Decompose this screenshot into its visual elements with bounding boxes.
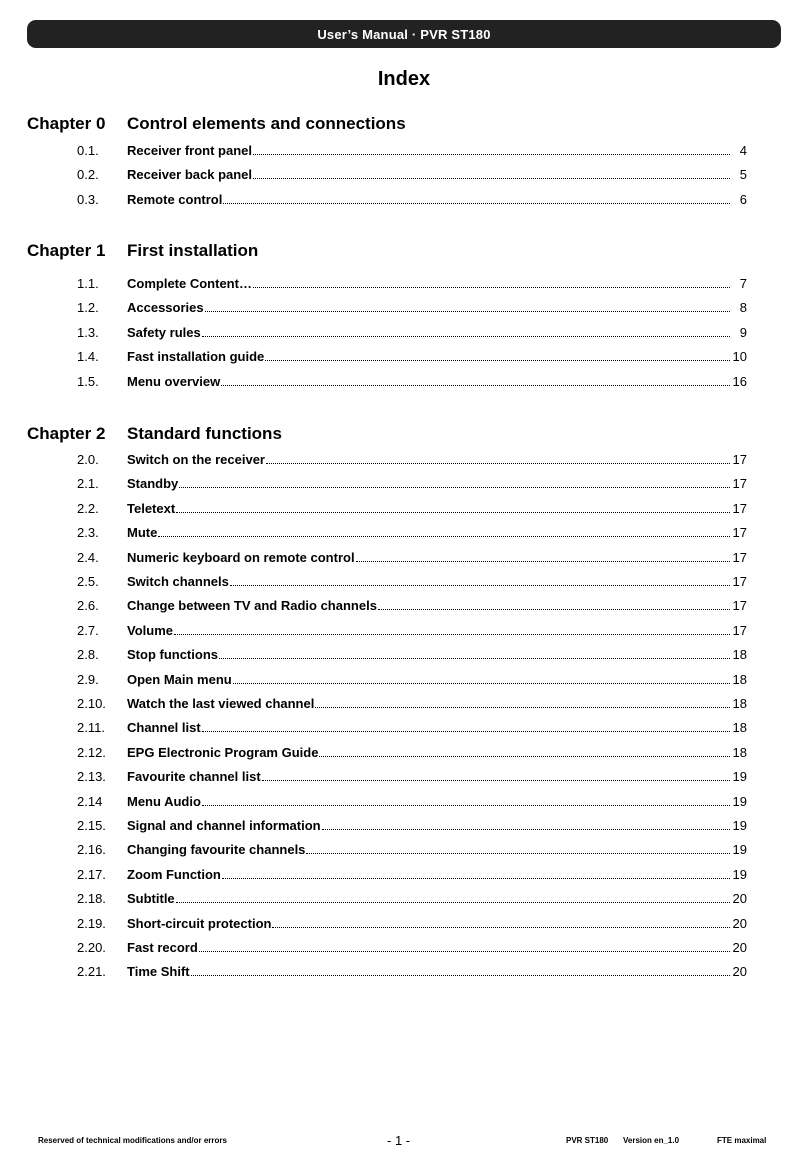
entry-label[interactable]: Mute xyxy=(127,525,158,541)
entry-page-number: 17 xyxy=(732,622,747,638)
chapter-heading xyxy=(0,241,808,265)
dot-leader xyxy=(306,843,729,854)
toc-entry[interactable] xyxy=(0,647,808,665)
entry-line xyxy=(127,550,747,565)
toc-entry[interactable] xyxy=(0,867,808,885)
toc-entry[interactable] xyxy=(0,818,808,836)
entry-page-number: 10 xyxy=(732,349,747,365)
dot-leader xyxy=(158,526,729,537)
dot-leader xyxy=(253,144,730,155)
entry-line xyxy=(127,842,747,857)
entry-page-number: 4 xyxy=(739,143,747,158)
entry-label[interactable]: Channel list xyxy=(127,720,201,736)
entry-label[interactable]: Complete Content… xyxy=(127,276,252,291)
toc-entry[interactable] xyxy=(0,940,808,958)
entry-line xyxy=(127,452,747,467)
entry-page-number: 17 xyxy=(732,525,747,541)
entry-label[interactable]: Standby xyxy=(127,476,179,492)
dot-leader xyxy=(199,941,730,952)
footer-version: Version en_1.0 xyxy=(623,1136,680,1145)
toc-entry[interactable] xyxy=(0,325,808,343)
toc-entry[interactable] xyxy=(0,696,808,714)
toc-entry[interactable] xyxy=(0,769,808,787)
entry-number: 1.4. xyxy=(77,349,99,365)
entry-line xyxy=(127,867,747,882)
chapter-number: Chapter 2 xyxy=(27,424,106,443)
entry-number: 0.1. xyxy=(77,143,99,158)
dot-leader xyxy=(253,168,730,179)
footer-company: FTE maximal xyxy=(717,1136,767,1145)
entry-number: 2.5. xyxy=(77,574,99,589)
dot-leader xyxy=(219,648,730,659)
entry-page-number: 20 xyxy=(732,891,747,907)
entry-label[interactable]: Signal and channel information xyxy=(127,818,321,833)
entry-number: 2.9. xyxy=(77,671,99,687)
dot-leader xyxy=(262,770,730,781)
toc-entry[interactable] xyxy=(0,374,808,392)
entry-number: 2.14 xyxy=(77,793,103,809)
toc-entry[interactable] xyxy=(0,501,808,519)
dot-leader xyxy=(233,673,730,684)
toc-entry[interactable] xyxy=(0,964,808,982)
entry-line xyxy=(127,167,747,182)
chapter-title: Standard functions xyxy=(127,424,282,443)
entry-number: 2.4. xyxy=(77,549,99,565)
entry-label[interactable]: Remote control xyxy=(127,191,223,207)
dot-leader xyxy=(221,375,729,386)
dot-leader xyxy=(202,326,730,337)
chapter-number: Chapter 0 xyxy=(27,114,106,133)
entry-page-number: 8 xyxy=(739,300,747,316)
entry-number: 2.0. xyxy=(77,452,99,467)
entry-line xyxy=(127,374,747,389)
entry-number: 1.2. xyxy=(77,300,99,316)
entry-page-number: 17 xyxy=(732,574,747,589)
entry-page-number: 16 xyxy=(732,373,747,389)
toc-entry[interactable] xyxy=(0,476,808,494)
entry-label[interactable]: Menu Audio xyxy=(127,793,201,809)
toc-entry[interactable] xyxy=(0,623,808,641)
entry-number: 1.5. xyxy=(77,373,99,389)
entry-page-number: 19 xyxy=(732,842,747,858)
dot-leader xyxy=(179,477,729,488)
entry-line xyxy=(127,794,747,809)
dot-leader xyxy=(202,795,730,806)
toc-entry[interactable] xyxy=(0,574,808,592)
dot-leader xyxy=(222,868,730,879)
toc-entry[interactable] xyxy=(0,720,808,738)
entry-page-number: 18 xyxy=(732,744,747,760)
entry-label[interactable]: Receiver front panel xyxy=(127,143,252,158)
entry-label[interactable]: Short-circuit protection xyxy=(127,915,272,931)
toc-entry[interactable] xyxy=(0,672,808,690)
toc-entry[interactable] xyxy=(0,192,808,210)
entry-number: 2.20. xyxy=(77,940,106,955)
toc-entry[interactable] xyxy=(0,745,808,763)
entry-page-number: 17 xyxy=(732,476,747,492)
entry-number: 2.1. xyxy=(77,476,99,492)
entry-page-number: 17 xyxy=(732,598,747,614)
entry-number: 2.11. xyxy=(77,720,105,736)
footer-product: PVR ST180 xyxy=(566,1136,609,1145)
dot-leader xyxy=(205,301,730,312)
dot-leader xyxy=(253,277,730,288)
toc-entry[interactable] xyxy=(0,452,808,470)
entry-number: 2.3. xyxy=(77,525,99,541)
entry-page-number: 17 xyxy=(732,452,747,467)
dot-leader xyxy=(315,697,729,708)
dot-leader xyxy=(174,624,730,635)
entry-page-number: 20 xyxy=(732,940,747,955)
entry-number: 0.2. xyxy=(77,167,99,183)
header-title: User’s Manual · PVR ST180 xyxy=(317,26,491,42)
entry-line xyxy=(127,623,747,638)
entry-line xyxy=(127,192,747,207)
toc-entry[interactable] xyxy=(0,143,808,161)
entry-label[interactable]: Accessories xyxy=(127,300,204,316)
entry-page-number: 18 xyxy=(732,696,747,711)
dot-leader xyxy=(202,721,730,732)
toc-entry[interactable] xyxy=(0,349,808,367)
entry-number: 2.17. xyxy=(77,866,106,882)
entry-page-number: 19 xyxy=(732,769,747,785)
entry-page-number: 18 xyxy=(732,671,747,687)
dot-leader xyxy=(378,599,730,610)
entry-page-number: 19 xyxy=(732,793,747,809)
dot-leader xyxy=(356,551,730,562)
header-bar xyxy=(27,20,781,48)
entry-number: 2.12. xyxy=(77,744,106,760)
entry-label[interactable]: Zoom Function xyxy=(127,866,221,882)
entry-page-number: 19 xyxy=(732,818,747,833)
page-title: Index xyxy=(377,68,431,90)
entry-page-number: 5 xyxy=(739,167,747,183)
dot-leader xyxy=(266,453,730,464)
entry-label[interactable]: Safety rules xyxy=(127,324,201,340)
entry-label[interactable]: Fast installation guide xyxy=(127,349,265,365)
entry-label[interactable]: Change between TV and Radio channels xyxy=(127,598,377,614)
dot-leader xyxy=(191,965,730,976)
entry-label[interactable]: Stop functions xyxy=(127,647,218,663)
entry-number: 1.3. xyxy=(77,324,99,340)
entry-number: 2.6. xyxy=(77,598,99,614)
toc-entry[interactable] xyxy=(0,525,808,543)
toc-entry[interactable] xyxy=(0,167,808,185)
entry-page-number: 17 xyxy=(732,549,747,565)
entry-line xyxy=(127,672,747,687)
toc-entry[interactable] xyxy=(0,276,808,294)
entry-line xyxy=(127,349,747,364)
entry-line xyxy=(127,720,747,735)
entry-label[interactable]: Volume xyxy=(127,622,173,638)
dot-leader xyxy=(322,819,730,830)
chapter-title: First installation xyxy=(127,241,259,260)
entry-page-number: 9 xyxy=(739,324,747,340)
entry-label[interactable]: Open Main menu xyxy=(127,671,232,687)
chapter-heading xyxy=(0,424,808,448)
entry-number: 2.19. xyxy=(77,915,106,931)
entry-label[interactable]: Favourite channel list xyxy=(127,769,261,785)
entry-line xyxy=(127,940,747,955)
entry-label[interactable]: EPG Electronic Program Guide xyxy=(127,744,319,760)
dot-leader xyxy=(176,892,730,903)
entry-line xyxy=(127,891,747,906)
entry-line xyxy=(127,525,747,540)
entry-line xyxy=(127,818,747,833)
entry-line xyxy=(127,501,747,516)
entry-page-number: 17 xyxy=(732,500,747,516)
toc-entry[interactable] xyxy=(0,794,808,812)
dot-leader xyxy=(176,502,729,513)
entry-line xyxy=(127,276,747,291)
entry-number: 1.1. xyxy=(77,276,99,291)
entry-line xyxy=(127,300,747,315)
dot-leader xyxy=(223,193,730,204)
entry-label[interactable]: Receiver back panel xyxy=(127,167,253,183)
entry-page-number: 18 xyxy=(732,647,747,663)
toc-entry[interactable] xyxy=(0,598,808,616)
toc-entry[interactable] xyxy=(0,550,808,568)
entry-number: 2.18. xyxy=(77,891,106,907)
entry-line xyxy=(127,598,747,613)
entry-line xyxy=(127,143,747,158)
entry-line xyxy=(127,647,747,662)
entry-page-number: 7 xyxy=(739,276,747,291)
entry-page-number: 6 xyxy=(739,191,747,207)
footer-disclaimer: Reserved of technical modifications and/or errors xyxy=(38,1136,227,1145)
entry-line xyxy=(127,916,747,931)
dot-leader xyxy=(272,917,729,928)
toc-entry[interactable] xyxy=(0,891,808,909)
entry-label[interactable]: Switch on the receiver xyxy=(127,452,265,467)
entry-label[interactable]: Time Shift xyxy=(127,964,190,980)
entry-line xyxy=(127,745,747,760)
entry-label[interactable]: Numeric keyboard on remote control xyxy=(127,549,355,565)
entry-line xyxy=(127,574,747,589)
entry-number: 2.10. xyxy=(77,696,106,711)
entry-label[interactable]: Teletext xyxy=(127,500,176,516)
page-footer xyxy=(0,1133,808,1149)
entry-label[interactable]: Switch channels xyxy=(127,574,229,589)
entry-line xyxy=(127,769,747,784)
entry-line xyxy=(127,325,747,340)
entry-page-number: 18 xyxy=(732,720,747,736)
entry-line xyxy=(127,476,747,491)
entry-label[interactable]: Watch the last viewed channel xyxy=(127,696,315,711)
toc-entry[interactable] xyxy=(0,300,808,318)
entry-number: 0.3. xyxy=(77,191,99,207)
entry-number: 2.16. xyxy=(77,842,106,858)
entry-number: 2.21. xyxy=(77,964,106,980)
entry-number: 2.15. xyxy=(77,818,106,833)
dot-leader xyxy=(319,746,729,757)
entry-number: 2.2. xyxy=(77,500,99,516)
entry-number: 2.8. xyxy=(77,647,99,663)
entry-page-number: 20 xyxy=(732,964,747,980)
entry-number: 2.7. xyxy=(77,622,99,638)
page-number: - 1 - xyxy=(387,1133,411,1148)
chapter-title: Control elements and connections xyxy=(127,114,406,133)
chapter-number: Chapter 1 xyxy=(27,241,106,260)
toc-entry[interactable] xyxy=(0,916,808,934)
toc-entry[interactable] xyxy=(0,842,808,860)
entry-label[interactable]: Fast record xyxy=(127,940,198,955)
entry-number: 2.13. xyxy=(77,769,106,785)
entry-line xyxy=(127,696,747,711)
entry-line xyxy=(127,964,747,979)
entry-page-number: 19 xyxy=(732,866,747,882)
dot-leader xyxy=(265,350,729,361)
chapter-heading xyxy=(0,114,808,138)
entry-label[interactable]: Changing favourite channels xyxy=(127,842,306,858)
entry-page-number: 20 xyxy=(732,915,747,931)
dot-leader xyxy=(230,575,730,586)
entry-label[interactable]: Subtitle xyxy=(127,891,175,907)
entry-label[interactable]: Menu overview xyxy=(127,373,221,389)
